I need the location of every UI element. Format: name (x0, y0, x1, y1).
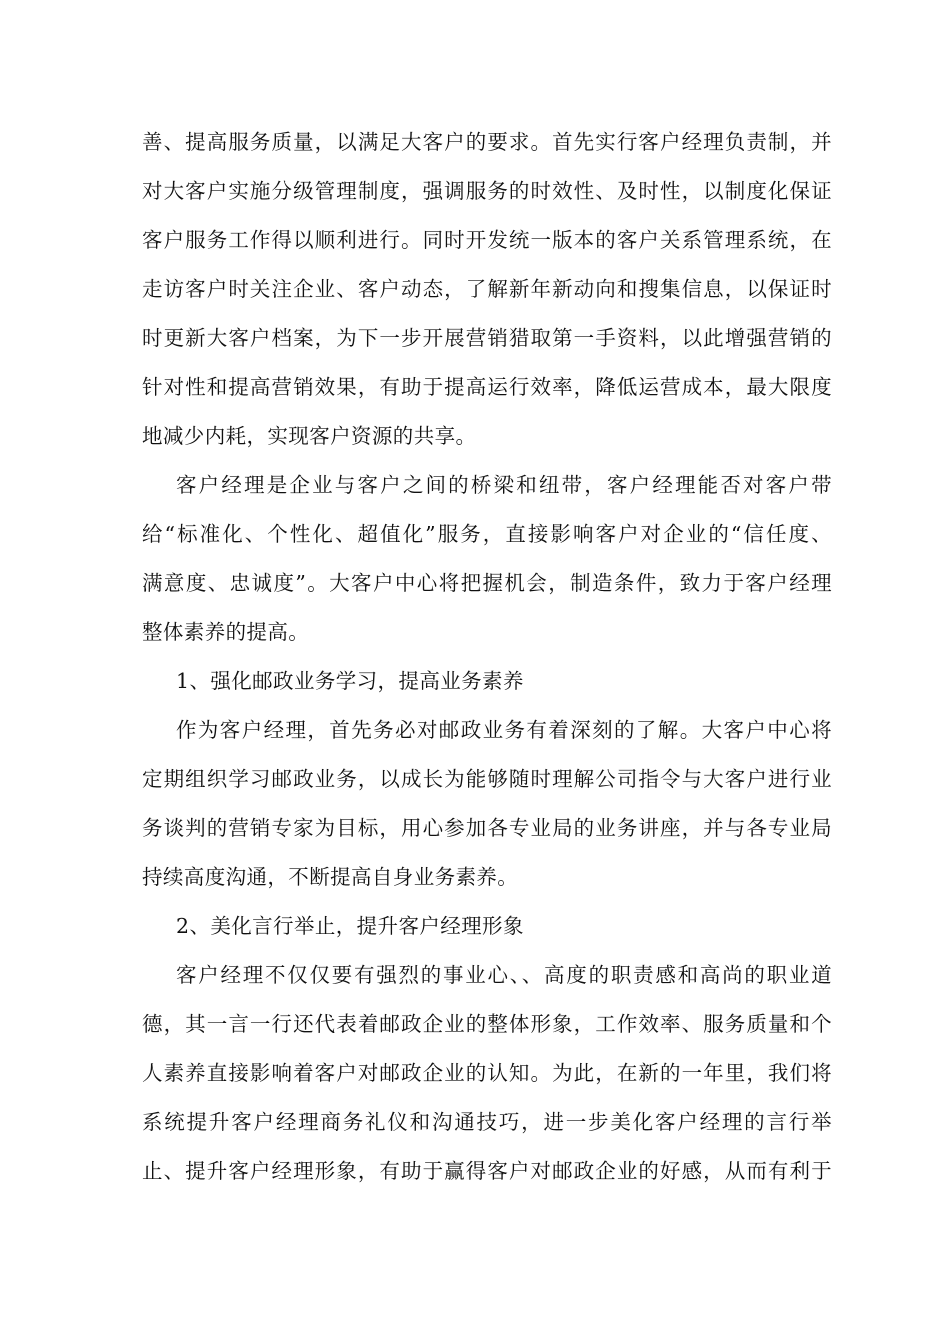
paragraph-line: 定期组织学习邮政业务，以成长为能够随时理解公司指令与大客户进行业 (142, 767, 832, 791)
paragraph-line: 人素养直接影响着客户对邮政企业的认知。为此，在新的一年里，我们将 (142, 1061, 832, 1085)
paragraph-line: 务谈判的营销专家为目标，用心参加各专业局的业务讲座，并与各专业局 (142, 816, 832, 840)
section-heading: 2、美化言行举止，提升客户经理形象 (176, 914, 524, 938)
paragraph-line: 给“标准化、个性化、超值化”服务，直接影响客户对企业的“信任度、 (142, 522, 832, 546)
paragraph-line: 止、提升客户经理形象，有助于赢得客户对邮政企业的好感，从而有利于 (142, 1159, 832, 1183)
paragraph-line: 客户经理不仅仅要有强烈的事业心、、高度的职责感和高尚的职业道 (176, 963, 832, 987)
paragraph-line: 德，其一言一行还代表着邮政企业的整体形象，工作效率、服务质量和个 (142, 1012, 832, 1036)
paragraph-line: 走访客户时关注企业、客户动态，了解新年新动向和搜集信息，以保证时 (142, 277, 832, 301)
paragraph-line: 客户经理是企业与客户之间的桥梁和纽带，客户经理能否对客户带 (176, 473, 832, 497)
paragraph-line: 客户服务工作得以顺利进行。同时开发统一版本的客户关系管理系统，在 (142, 228, 832, 252)
paragraph-line: 针对性和提高营销效果，有助于提高运行效率，降低运营成本，最大限度 (142, 375, 832, 399)
paragraph-line: 满意度、忠诚度”。大客户中心将把握机会，制造条件，致力于客户经理 (142, 571, 832, 595)
paragraph-line: 整体素养的提高。 (142, 620, 310, 644)
paragraph-line: 持续高度沟通，不断提高自身业务素养。 (142, 865, 519, 889)
paragraph-line: 时更新大客户档案，为下一步开展营销猎取第一手资料，以此增强营销的 (142, 326, 832, 350)
paragraph-line: 对大客户实施分级管理制度，强调服务的时效性、及时性，以制度化保证 (142, 179, 832, 203)
paragraph-line: 系统提升客户经理商务礼仪和沟通技巧，进一步美化客户经理的言行举 (142, 1110, 832, 1134)
paragraph-line: 地减少内耗，实现客户资源的共享。 (142, 424, 477, 448)
section-heading: 1、强化邮政业务学习，提高业务素养 (176, 669, 524, 693)
paragraph-line: 善、提高服务质量，以满足大客户的要求。首先实行客户经理负责制，并 (142, 130, 832, 154)
paragraph-line: 作为客户经理，首先务必对邮政业务有着深刻的了解。大客户中心将 (176, 718, 832, 742)
